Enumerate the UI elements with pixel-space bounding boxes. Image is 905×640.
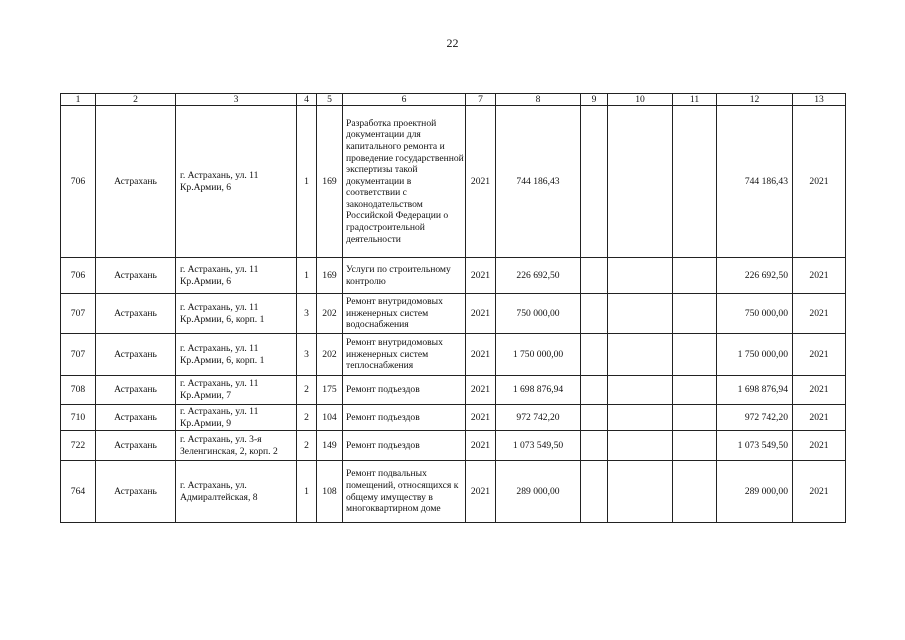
column-header: 8 — [496, 94, 581, 106]
cell-total: 744 186,43 — [717, 106, 793, 258]
cell-year: 2021 — [466, 405, 496, 431]
column-header: 13 — [793, 94, 846, 106]
cell-col10 — [608, 334, 673, 376]
cell-col11 — [673, 258, 717, 294]
cell-work-type: Услуги по строительному контролю — [343, 258, 466, 294]
cell-col9 — [581, 461, 608, 523]
cell-total: 1 750 000,00 — [717, 334, 793, 376]
table-row — [61, 294, 846, 334]
cell-total: 226 692,50 — [717, 258, 793, 294]
cell-col11 — [673, 294, 717, 334]
cell-city: Астрахань — [96, 431, 176, 461]
cell-col9 — [581, 405, 608, 431]
cell-number: 764 — [61, 461, 96, 523]
cell-address: г. Астрахань, ул. 11 Кр.Армии, 6 — [176, 106, 297, 258]
cell-number: 708 — [61, 376, 96, 405]
column-header: 2 — [96, 94, 176, 106]
cell-city: Астрахань — [96, 106, 176, 258]
cell-address: г. Астрахань, ул. 3-я Зеленгинская, 2, корп. 2 — [176, 431, 297, 461]
table-row — [61, 461, 846, 523]
cell-total: 1 073 549,50 — [717, 431, 793, 461]
cell-year: 2021 — [466, 334, 496, 376]
cell-city: Астрахань — [96, 376, 176, 405]
cell-col10 — [608, 431, 673, 461]
cell-col9 — [581, 258, 608, 294]
cell-work-type: Ремонт подвальных помещений, относящихся к общему имуществу в многоквартирном доме — [343, 461, 466, 523]
cell-col4: 2 — [297, 431, 317, 461]
cell-col9 — [581, 294, 608, 334]
cell-address: г. Астрахань, ул. 11 Кр.Армии, 6, корп. 1 — [176, 334, 297, 376]
cell-col11 — [673, 106, 717, 258]
cell-number: 706 — [61, 258, 96, 294]
cell-total: 1 698 876,94 — [717, 376, 793, 405]
cell-col5: 202 — [317, 294, 343, 334]
cell-end-year: 2021 — [793, 431, 846, 461]
cell-col10 — [608, 461, 673, 523]
cell-col5: 169 — [317, 258, 343, 294]
cell-year: 2021 — [466, 294, 496, 334]
cell-col4: 1 — [297, 258, 317, 294]
cell-end-year: 2021 — [793, 334, 846, 376]
cell-col11 — [673, 376, 717, 405]
cell-col5: 175 — [317, 376, 343, 405]
cell-work-type: Ремонт внутридомовых инженерных систем теплоснабжения — [343, 334, 466, 376]
table-row — [61, 405, 846, 431]
column-header: 3 — [176, 94, 297, 106]
column-header: 4 — [297, 94, 317, 106]
cell-year: 2021 — [466, 376, 496, 405]
cell-number: 706 — [61, 106, 96, 258]
cell-col4: 1 — [297, 106, 317, 258]
cell-cost: 744 186,43 — [496, 106, 581, 258]
cell-work-type: Ремонт подъездов — [343, 431, 466, 461]
cell-cost: 289 000,00 — [496, 461, 581, 523]
cell-cost: 226 692,50 — [496, 258, 581, 294]
column-header: 9 — [581, 94, 608, 106]
column-header: 5 — [317, 94, 343, 106]
cell-number: 722 — [61, 431, 96, 461]
cell-number: 710 — [61, 405, 96, 431]
cell-work-type: Ремонт подъездов — [343, 376, 466, 405]
cell-col5: 108 — [317, 461, 343, 523]
cell-col10 — [608, 405, 673, 431]
header-row — [61, 94, 846, 106]
cell-col11 — [673, 431, 717, 461]
cell-col4: 2 — [297, 405, 317, 431]
cell-cost: 1 073 549,50 — [496, 431, 581, 461]
cell-end-year: 2021 — [793, 405, 846, 431]
cell-col5: 202 — [317, 334, 343, 376]
cell-address: г. Астрахань, ул. 11 Кр.Армии, 6 — [176, 258, 297, 294]
column-header: 7 — [466, 94, 496, 106]
table-row — [61, 106, 846, 258]
cell-end-year: 2021 — [793, 376, 846, 405]
cell-col10 — [608, 106, 673, 258]
cell-cost: 1 698 876,94 — [496, 376, 581, 405]
cell-col11 — [673, 334, 717, 376]
column-header: 12 — [717, 94, 793, 106]
table-row — [61, 376, 846, 405]
cell-cost: 1 750 000,00 — [496, 334, 581, 376]
cell-work-type: Разработка проектной документации для капитального ремонта и проведение государственной экспертизы такой документации в соответствии с законодательством Российской Федерации о градостроительной деятельности — [343, 106, 466, 258]
cell-number: 707 — [61, 334, 96, 376]
cell-city: Астрахань — [96, 461, 176, 523]
cell-col4: 1 — [297, 461, 317, 523]
cell-city: Астрахань — [96, 334, 176, 376]
cell-year: 2021 — [466, 461, 496, 523]
column-header: 6 — [343, 94, 466, 106]
cell-address: г. Астрахань, ул. 11 Кр.Армии, 9 — [176, 405, 297, 431]
cell-col10 — [608, 376, 673, 405]
cell-col5: 104 — [317, 405, 343, 431]
cell-col4: 2 — [297, 376, 317, 405]
table-row — [61, 431, 846, 461]
table-row — [61, 334, 846, 376]
cell-work-type: Ремонт внутридомовых инженерных систем водоснабжения — [343, 294, 466, 334]
column-header: 1 — [61, 94, 96, 106]
cell-col4: 3 — [297, 294, 317, 334]
column-header: 11 — [673, 94, 717, 106]
cell-number: 707 — [61, 294, 96, 334]
cell-total: 289 000,00 — [717, 461, 793, 523]
cell-col4: 3 — [297, 334, 317, 376]
cell-city: Астрахань — [96, 294, 176, 334]
cell-cost: 750 000,00 — [496, 294, 581, 334]
page-number: 22 — [446, 36, 459, 50]
cell-end-year: 2021 — [793, 258, 846, 294]
capital-repair-table — [60, 93, 846, 523]
cell-col9 — [581, 106, 608, 258]
cell-col10 — [608, 294, 673, 334]
cell-col9 — [581, 431, 608, 461]
cell-address: г. Астрахань, ул. 11 Кр.Армии, 7 — [176, 376, 297, 405]
cell-address: г. Астрахань, ул. Адмиралтейская, 8 — [176, 461, 297, 523]
table-row — [61, 258, 846, 294]
cell-year: 2021 — [466, 431, 496, 461]
cell-col5: 169 — [317, 106, 343, 258]
column-header: 10 — [608, 94, 673, 106]
cell-work-type: Ремонт подъездов — [343, 405, 466, 431]
cell-col11 — [673, 461, 717, 523]
cell-end-year: 2021 — [793, 461, 846, 523]
cell-city: Астрахань — [96, 258, 176, 294]
cell-col5: 149 — [317, 431, 343, 461]
cell-end-year: 2021 — [793, 294, 846, 334]
cell-col9 — [581, 376, 608, 405]
cell-col10 — [608, 258, 673, 294]
cell-city: Астрахань — [96, 405, 176, 431]
cell-year: 2021 — [466, 258, 496, 294]
cell-end-year: 2021 — [793, 106, 846, 258]
cell-total: 972 742,20 — [717, 405, 793, 431]
cell-address: г. Астрахань, ул. 11 Кр.Армии, 6, корп. 1 — [176, 294, 297, 334]
cell-cost: 972 742,20 — [496, 405, 581, 431]
cell-total: 750 000,00 — [717, 294, 793, 334]
cell-year: 2021 — [466, 106, 496, 258]
cell-col9 — [581, 334, 608, 376]
cell-col11 — [673, 405, 717, 431]
